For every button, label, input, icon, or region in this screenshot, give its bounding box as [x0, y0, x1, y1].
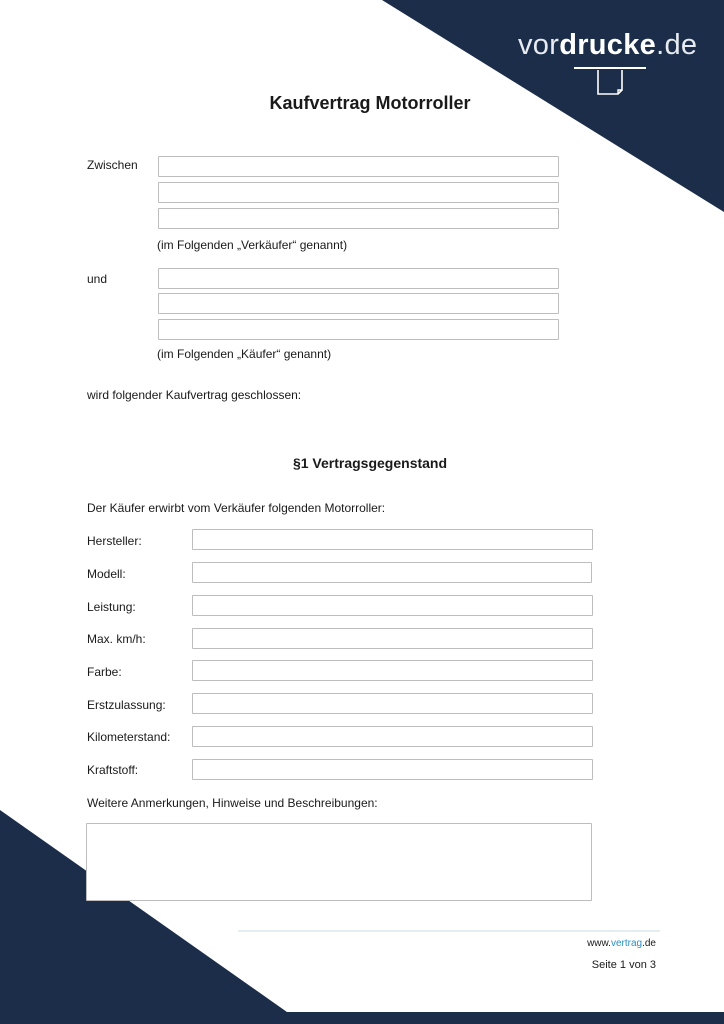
remarks-textarea[interactable]	[86, 823, 592, 901]
model-field[interactable]	[192, 562, 592, 583]
seller-line-1[interactable]	[158, 156, 559, 177]
vordrucke-logo[interactable]	[518, 28, 697, 62]
logo-text-vor: vor	[518, 29, 560, 61]
max-speed-field[interactable]	[192, 628, 593, 649]
seller-note: (im Folgenden „Verkäufer“ genannt)	[157, 238, 348, 252]
color-label: Farbe:	[87, 665, 122, 679]
page-number: Seite 1 von 3	[591, 959, 656, 971]
manufacturer-field[interactable]	[192, 529, 593, 550]
power-label: Leistung:	[87, 600, 136, 614]
logo-text-de: .de	[656, 29, 698, 61]
mileage-field[interactable]	[192, 726, 593, 747]
footer-url-accent: vertrag	[610, 938, 643, 949]
power-field[interactable]	[192, 595, 593, 616]
color-field[interactable]	[192, 660, 593, 681]
seller-line-2[interactable]	[158, 182, 559, 203]
section-1-heading: §1 Vertragsgegenstand	[292, 455, 448, 471]
mileage-label: Kilometerstand:	[87, 730, 171, 744]
footer-url-suffix: .de	[642, 938, 656, 949]
fuel-field[interactable]	[192, 759, 593, 780]
buyer-line-1[interactable]	[158, 268, 559, 289]
and-label: und	[87, 272, 108, 286]
contract-concluded-text: wird folgender Kaufvertrag geschlossen:	[87, 388, 302, 402]
buyer-note: (im Folgenden „Käufer“ genannt)	[157, 347, 332, 361]
first-registration-label: Erstzulassung:	[87, 698, 166, 712]
section-1-intro: Der Käufer erwirbt vom Verkäufer folgenden Motorroller:	[87, 501, 386, 515]
footer-url-prefix: www.	[587, 938, 611, 949]
manufacturer-label: Hersteller:	[87, 534, 142, 548]
max-speed-label: Max. km/h:	[87, 632, 146, 646]
footer-url[interactable]	[560, 938, 656, 950]
first-registration-field[interactable]	[192, 693, 593, 714]
fuel-label: Kraftstoff:	[87, 763, 139, 777]
document-title: Kaufvertrag Motorroller	[269, 93, 471, 113]
seller-line-3[interactable]	[158, 208, 559, 229]
model-label: Modell:	[87, 567, 126, 581]
remarks-label: Weitere Anmerkungen, Hinweise und Beschreibungen:	[87, 796, 378, 810]
logo-text-drucke: drucke	[559, 29, 657, 61]
between-label: Zwischen	[87, 158, 138, 172]
buyer-line-2[interactable]	[158, 293, 559, 314]
buyer-line-3[interactable]	[158, 319, 559, 340]
